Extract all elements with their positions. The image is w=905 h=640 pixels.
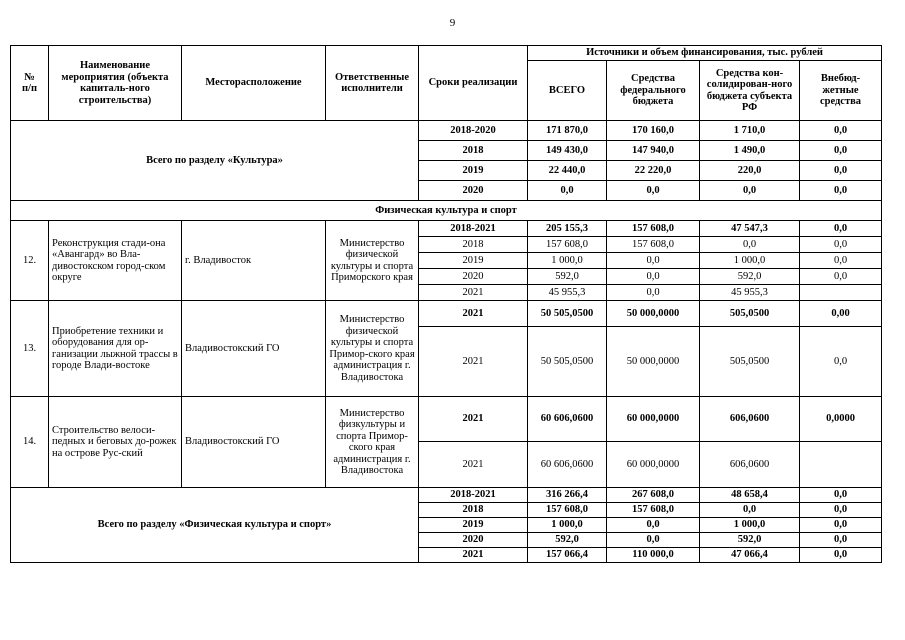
table-row <box>11 221 882 237</box>
cell-total: 592,0 <box>528 533 607 548</box>
item-location: Владивостокский ГО <box>182 301 326 397</box>
cell-period: 2021 <box>419 327 528 397</box>
cell-period: 2019 <box>419 161 528 181</box>
sport-total-label: Всего по разделу «Физическая культура и спорт» <box>11 488 419 563</box>
cell-extra: 0,0 <box>800 121 882 141</box>
cell-extra: 0,0 <box>800 548 882 563</box>
cell-period: 2019 <box>419 253 528 269</box>
cell-total: 50 505,0500 <box>528 327 607 397</box>
cell-regional: 606,0600 <box>700 442 800 488</box>
cell-period: 2018-2020 <box>419 121 528 141</box>
cell-regional: 1 490,0 <box>700 141 800 161</box>
header-period: Сроки реализации <box>419 46 528 121</box>
cell-extra: 0,0 <box>800 518 882 533</box>
header-extra: Внебюд-жетные средства <box>800 61 882 121</box>
cell-total: 157 608,0 <box>528 237 607 253</box>
item-num: 13. <box>11 301 49 397</box>
cell-total: 1 000,0 <box>528 253 607 269</box>
cell-total: 0,0 <box>528 181 607 201</box>
cell-total: 45 955,3 <box>528 285 607 301</box>
cell-period: 2021 <box>419 442 528 488</box>
cell-regional: 505,0500 <box>700 327 800 397</box>
cell-regional: 1 000,0 <box>700 253 800 269</box>
section-title: Физическая культура и спорт <box>11 201 882 221</box>
cell-federal: 0,0 <box>607 181 700 201</box>
cell-extra: 0,0 <box>800 503 882 518</box>
cell-regional: 592,0 <box>700 269 800 285</box>
item-location: г. Владивосток <box>182 221 326 301</box>
table-row <box>11 301 882 327</box>
cell-total: 157 066,4 <box>528 548 607 563</box>
header-federal: Средства федерального бюджета <box>607 61 700 121</box>
item-executors: Министерство физической культуры и спорта Примор-ского края администрация г. Владивостока <box>326 301 419 397</box>
cell-period: 2018-2021 <box>419 488 528 503</box>
cell-federal: 0,0 <box>607 253 700 269</box>
cell-regional: 0,0 <box>700 181 800 201</box>
cell-federal: 147 940,0 <box>607 141 700 161</box>
cell-federal: 110 000,0 <box>607 548 700 563</box>
cell-total: 171 870,0 <box>528 121 607 141</box>
cell-period: 2018 <box>419 237 528 253</box>
cell-period: 2021 <box>419 301 528 327</box>
cell-period: 2021 <box>419 548 528 563</box>
item-executors: Министерство физкультуры и спорта Примор-ского края администрация г. Владивостока <box>326 397 419 488</box>
cell-total: 205 155,3 <box>528 221 607 237</box>
cell-period: 2018 <box>419 503 528 518</box>
cell-total: 50 505,0500 <box>528 301 607 327</box>
header-name: Наименование мероприятия (объекта капиталь-ного строительства) <box>49 46 182 121</box>
cell-regional: 45 955,3 <box>700 285 800 301</box>
item-location: Владивостокский ГО <box>182 397 326 488</box>
table-row <box>11 488 882 503</box>
cell-federal: 157 608,0 <box>607 221 700 237</box>
cell-total: 22 440,0 <box>528 161 607 181</box>
cell-regional: 48 658,4 <box>700 488 800 503</box>
header-total: ВСЕГО <box>528 61 607 121</box>
cell-regional: 606,0600 <box>700 397 800 442</box>
item-name: Строительство велоси-педных и беговых до-рожек на острове Рус-ский <box>49 397 182 488</box>
cell-federal: 0,0 <box>607 269 700 285</box>
cell-extra: 0,00 <box>800 301 882 327</box>
cell-extra: 0,0 <box>800 237 882 253</box>
header-sources: Источники и объем финансирования, тыс. рублей <box>528 46 882 61</box>
cell-extra: 0,0 <box>800 327 882 397</box>
cell-federal: 170 160,0 <box>607 121 700 141</box>
header-regional: Средства кон-солидирован-ного бюджета субъекта РФ <box>700 61 800 121</box>
header-executors: Ответственные исполнители <box>326 46 419 121</box>
cell-extra: 0,0 <box>800 141 882 161</box>
cell-federal: 60 000,0000 <box>607 397 700 442</box>
culture-total-label: Всего по разделу «Культура» <box>11 121 419 201</box>
cell-regional: 47 066,4 <box>700 548 800 563</box>
item-name: Приобретение техники и оборудования для ор-ганизации лыжной трассы в городе Влади-востоке <box>49 301 182 397</box>
cell-total: 60 606,0600 <box>528 442 607 488</box>
cell-period: 2021 <box>419 285 528 301</box>
cell-period: 2018-2021 <box>419 221 528 237</box>
cell-period: 2020 <box>419 533 528 548</box>
table-row <box>11 397 882 442</box>
cell-period: 2019 <box>419 518 528 533</box>
cell-period: 2020 <box>419 269 528 285</box>
cell-regional: 0,0 <box>700 503 800 518</box>
cell-federal: 60 000,0000 <box>607 442 700 488</box>
cell-extra: 0,0 <box>800 161 882 181</box>
cell-total: 60 606,0600 <box>528 397 607 442</box>
cell-extra: 0,0 <box>800 221 882 237</box>
cell-federal: 50 000,0000 <box>607 327 700 397</box>
cell-federal: 157 608,0 <box>607 503 700 518</box>
cell-period: 2018 <box>419 141 528 161</box>
cell-total: 1 000,0 <box>528 518 607 533</box>
cell-federal: 157 608,0 <box>607 237 700 253</box>
cell-extra <box>800 442 882 488</box>
cell-regional: 47 547,3 <box>700 221 800 237</box>
cell-extra: 0,0 <box>800 533 882 548</box>
cell-extra: 0,0 <box>800 269 882 285</box>
cell-extra: 0,0000 <box>800 397 882 442</box>
table-row <box>11 121 882 141</box>
cell-total: 149 430,0 <box>528 141 607 161</box>
item-name: Реконструкция стади-она «Авангард» во Вла-дивостокском город-ском округе <box>49 221 182 301</box>
cell-period: 2021 <box>419 397 528 442</box>
cell-federal: 22 220,0 <box>607 161 700 181</box>
header-num: № п/п <box>11 46 49 121</box>
cell-federal: 267 608,0 <box>607 488 700 503</box>
item-executors: Министерство физической культуры и спорта Приморского края <box>326 221 419 301</box>
cell-regional: 1 000,0 <box>700 518 800 533</box>
cell-extra: 0,0 <box>800 488 882 503</box>
cell-extra: 0,0 <box>800 253 882 269</box>
cell-total: 157 608,0 <box>528 503 607 518</box>
cell-regional: 0,0 <box>700 237 800 253</box>
item-num: 14. <box>11 397 49 488</box>
cell-federal: 0,0 <box>607 518 700 533</box>
cell-total: 592,0 <box>528 269 607 285</box>
section-row <box>11 201 882 221</box>
page-number: 9 <box>449 17 456 29</box>
header-location: Месторасположение <box>182 46 326 121</box>
cell-federal: 50 000,0000 <box>607 301 700 327</box>
cell-extra <box>800 285 882 301</box>
cell-regional: 505,0500 <box>700 301 800 327</box>
cell-federal: 0,0 <box>607 285 700 301</box>
financing-table <box>10 45 882 563</box>
item-num: 12. <box>11 221 49 301</box>
cell-extra: 0,0 <box>800 181 882 201</box>
cell-regional: 1 710,0 <box>700 121 800 141</box>
cell-total: 316 266,4 <box>528 488 607 503</box>
cell-federal: 0,0 <box>607 533 700 548</box>
cell-period: 2020 <box>419 181 528 201</box>
cell-regional: 592,0 <box>700 533 800 548</box>
cell-regional: 220,0 <box>700 161 800 181</box>
